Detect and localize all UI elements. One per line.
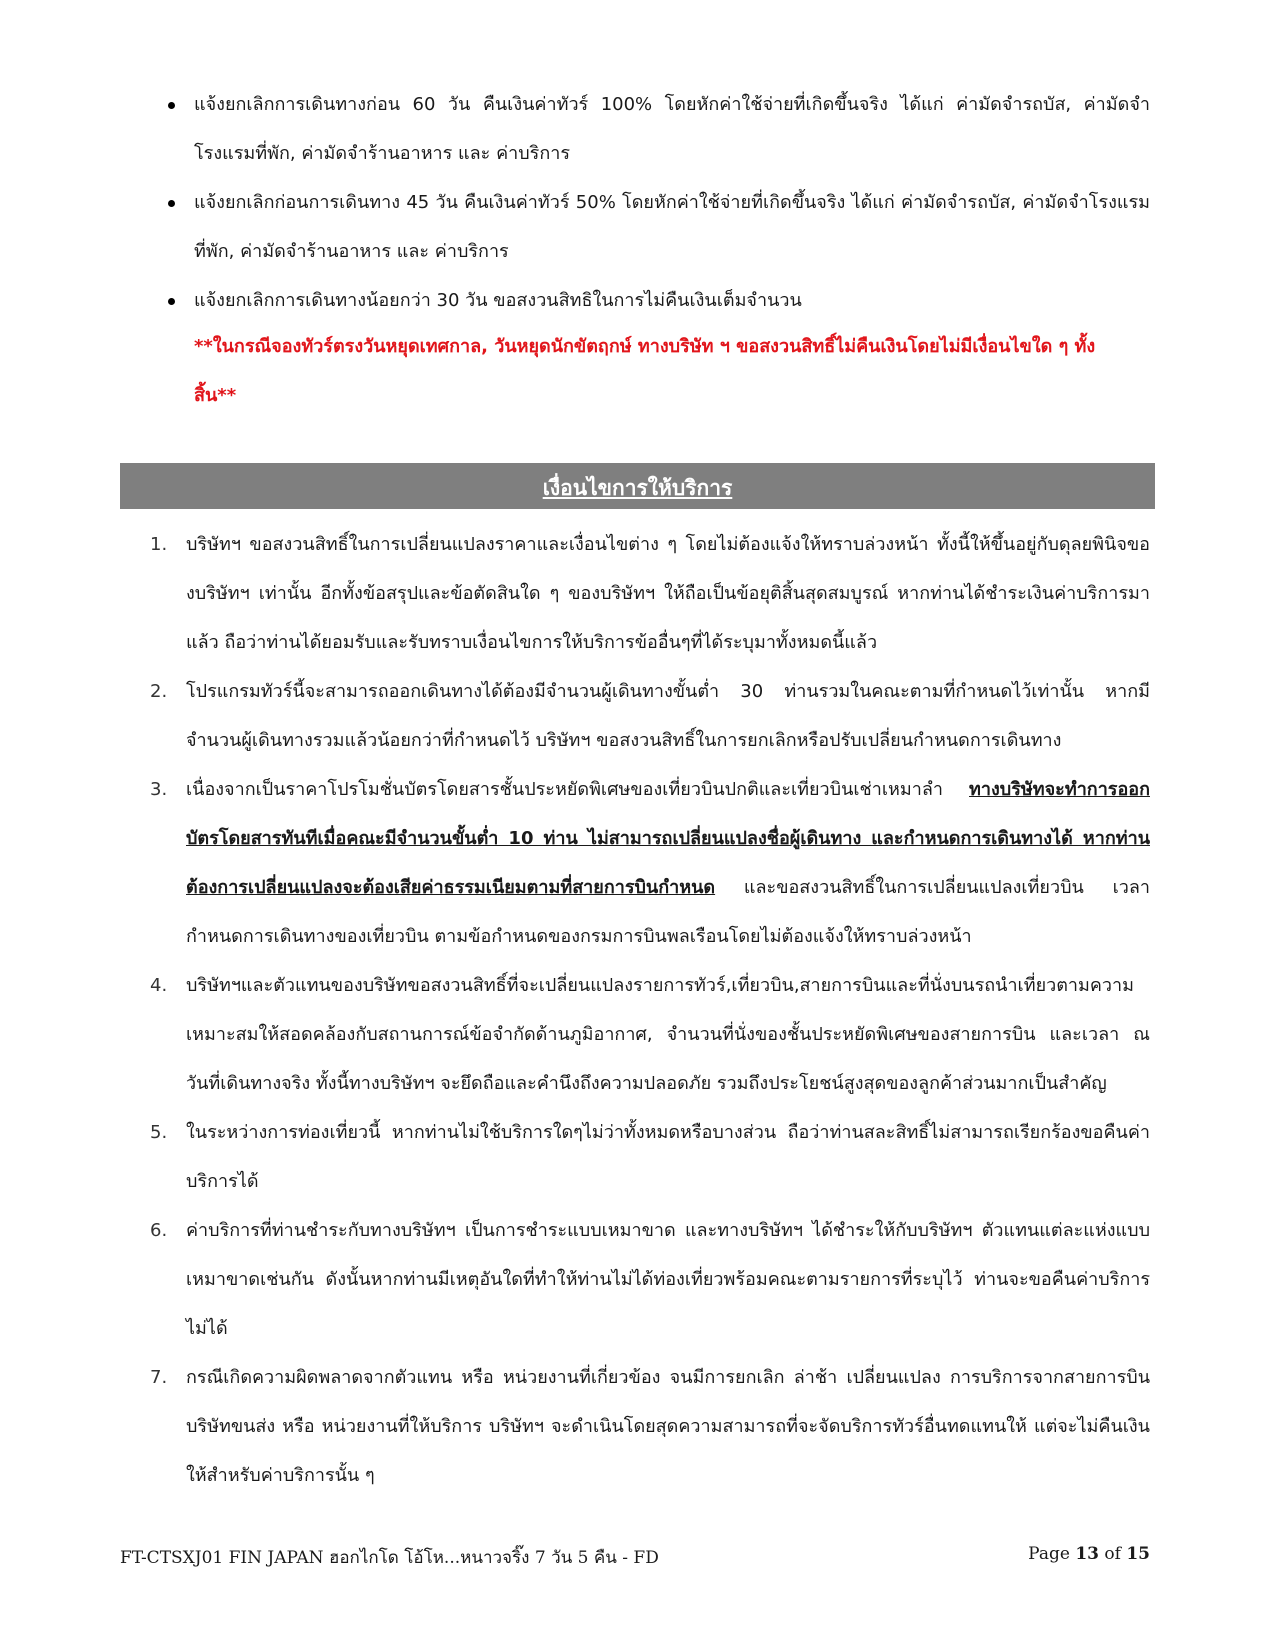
section-header-bar — [120, 463, 1155, 509]
term-text-emphasis: ทางบริษัทจะทำการออกบัตรโดยสารทันทีเมื่อคณะมีจำนวนขั้นต่ำ 10 ท่าน ไม่สามารถเปลี่ยนแปลงชื่อผู้เดินทาง และกำหนดการเดินทางได้ หากท่านต้องการเปลี่ยนแปลงจะต้องเสียค่าธรรมเนียมตามที่สายการบินกำหนด — [186, 779, 1150, 898]
page-current: 13 — [1075, 1544, 1099, 1564]
bullet-item: แจ้งยกเลิกการเดินทางก่อน 60 วัน คืนเงินค่าทัวร์ 100% โดยหักค่าใช้จ่ายที่เกิดขึ้นจริง ได้แก่ ค่ามัดจำรถบัส, ค่ามัดจำโรงแรมที่พัก, ค่ามัดจำร้านอาหาร และ ค่าบริการ — [160, 80, 1150, 178]
term-text: โปรแกรมทัวร์นี้จะสามารถออกเดินทางได้ต้องมีจำนวนผู้เดินทางขั้นต่ำ 30 ท่านรวมในคณะตามที่กำหนดไว้เท่านั้น หากมีจำนวนผู้เดินทางรวมแล้วน้อยกว่าที่กำหนดไว้ บริษัทฯ ขอสงวนสิทธิ์ในการยกเลิกหรือปรับเปลี่ยนกำหนดการเดินทาง — [186, 681, 1150, 751]
term-number: 6. — [150, 1220, 168, 1241]
terms-list — [150, 520, 1150, 1500]
term-item — [150, 520, 1150, 667]
term-item — [150, 961, 1150, 1108]
term-text: บริษัทฯและตัวแทนของบริษัทขอสงวนสิทธิ์ที่จะเปลี่ยนแปลงรายการทัวร์,เที่ยวบิน,สายการบินและที่นั่งบนรถนำเที่ยวตามความเหมาะสมให้สอดคล้องกับสถานการณ์ข้อจำกัดด้านภูมิอากาศ, จำนวนที่นั่งของชั้นประหยัดพิเศษของสายการบิน และเวลา ณ วันที่เดินทางจริง ทั้งนี้ทางบริษัทฯ จะยึดถือและคำนึงถึงความปลอดภัย รวมถึงประโยชน์สูงสุดของลูกค้าส่วนมากเป็นสำคัญ — [186, 975, 1150, 1094]
term-item — [150, 1108, 1150, 1206]
page-total: 15 — [1126, 1544, 1150, 1564]
bullet-dot-icon — [168, 298, 175, 305]
term-text: เนื่องจากเป็นราคาโปรโมชั่นบัตรโดยสารชั้นประหยัดพิเศษของเที่ยวบินปกติและเที่ยวบินเช่าเหมาลำ — [186, 779, 970, 800]
bullet-dot-icon — [168, 200, 175, 207]
term-item — [150, 1353, 1150, 1500]
cancellation-bullets — [160, 80, 1150, 325]
page-indicator — [1028, 1544, 1150, 1564]
term-number: 5. — [150, 1122, 168, 1143]
term-text: ในระหว่างการท่องเที่ยวนี้ หากท่านไม่ใช้บริการใดๆไม่ว่าทั้งหมดหรือบางส่วน ถือว่าท่านสละสิทธิ์ไม่สามารถเรียกร้องขอคืนค่าบริการได้ — [186, 1122, 1150, 1192]
page-word: Page — [1028, 1544, 1070, 1564]
term-text: ค่าบริการที่ท่านชำระกับทางบริษัทฯ เป็นการชำระแบบเหมาขาด และทางบริษัทฯ ได้ชำระให้กับบริษัทฯ ตัวแทนแต่ละแห่งแบบเหมาขาดเช่นกัน ดังนั้นหากท่านมีเหตุอันใดที่ทำให้ท่านไม่ได้ท่องเที่ยวพร้อมคณะตามรายการที่ระบุไว้ ท่านจะขอคืนค่าบริการไม่ได้ — [186, 1220, 1150, 1339]
term-text: กรณีเกิดความผิดพลาดจากตัวแทน หรือ หน่วยงานที่เกี่ยวข้อง จนมีการยกเลิก ล่าช้า เปลี่ยนแปลง การบริการจากสายการบิน บริษัทขนส่ง หรือ หน่วยงานที่ให้บริการ บริษัทฯ จะดำเนินโดยสุดความสามารถที่จะจัดบริการทัวร์อื่นทดแทนให้ แต่จะไม่คืนเงินให้สำหรับค่าบริการนั้น ๆ — [186, 1367, 1150, 1486]
term-number: 1. — [150, 534, 168, 555]
term-number: 7. — [150, 1367, 168, 1388]
term-item — [150, 1206, 1150, 1353]
bullet-dot-icon — [168, 102, 175, 109]
of-word: of — [1104, 1544, 1121, 1564]
term-item — [150, 667, 1150, 765]
term-text: บริษัทฯ ขอสงวนสิทธิ์ในการเปลี่ยนแปลงราคาและเงื่อนไขต่าง ๆ โดยไม่ต้องแจ้งให้ทราบล่วงหน้า ทั้งนี้ให้ขึ้นอยู่กับดุลยพินิจของบริษัทฯ เท่านั้น อีกทั้งข้อสรุปและข้อตัดสินใด ๆ ของบริษัทฯ ให้ถือเป็นข้อยุติสิ้นสุดสมบูรณ์ หากท่านได้ชำระเงินค่าบริการมาแล้ว ถือว่าท่านได้ยอมรับและรับทราบเงื่อนไขการให้บริการข้ออื่นๆที่ได้ระบุมาทั้งหมดนี้แล้ว — [186, 534, 1150, 653]
footer-doc-title: FT-CTSXJ01 FIN JAPAN ฮอกไกโด โอ้โห...หนาวจริ๊ง 7 วัน 5 คืน - FD — [120, 1548, 659, 1568]
term-number: 3. — [150, 779, 168, 800]
term-item — [150, 765, 1150, 961]
term-number: 4. — [150, 975, 168, 996]
section-title: เงื่อนไขการให้บริการ — [542, 476, 733, 500]
bullet-item: แจ้งยกเลิกการเดินทางน้อยกว่า 30 วัน ขอสงวนสิทธิในการไม่คืนเงินเต็มจำนวน — [160, 276, 1150, 325]
term-text: และขอสงวนสิทธิ์ในการเปลี่ยนแปลงเที่ยวบิน เวลากำหนดการเดินทางของเที่ยวบิน ตามข้อกำหนดของกรมการบินพลเรือนโดยไม่ต้องแจ้งให้ทราบล่วงหน้า — [186, 877, 1150, 947]
bullet-item: แจ้งยกเลิกก่อนการเดินทาง 45 วัน คืนเงินค่าทัวร์ 50% โดยหักค่าใช้จ่ายที่เกิดขึ้นจริง ได้แก่ ค่ามัดจำรถบัส, ค่ามัดจำโรงแรมที่พัก, ค่ามัดจำร้านอาหาร และ ค่าบริการ — [160, 178, 1150, 276]
holiday-notice: **ในกรณีจองทัวร์ตรงวันหยุดเทศกาล, วันหยุดนักขัตฤกษ์ ทางบริษัท ฯ ขอสงวนสิทธิ์ไม่คืนเงินโดยไม่มีเงื่อนไขใด ๆ ทั้งสิ้น** — [194, 336, 1096, 406]
term-number: 2. — [150, 681, 168, 702]
